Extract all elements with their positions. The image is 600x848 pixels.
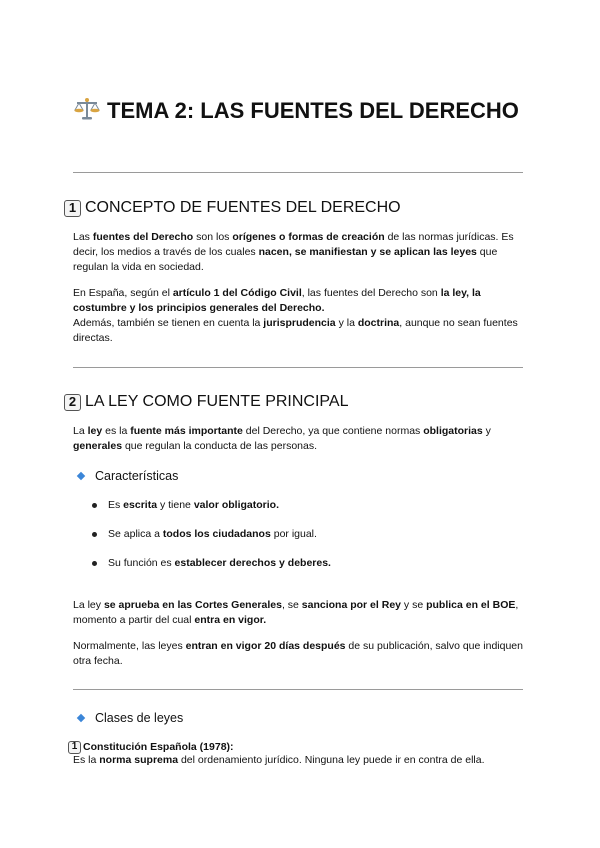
text-run: Además, también se tienen en cuenta la bbox=[73, 317, 264, 329]
text-run: que regulan la vida en sociedad. bbox=[73, 246, 498, 273]
text-run: y bbox=[482, 425, 491, 437]
section-1-paragraph-2 bbox=[73, 286, 523, 316]
clase-1-title: 1 Constitución Española (1978): bbox=[68, 740, 234, 754]
section-2-paragraph-2 bbox=[73, 598, 523, 628]
text-run: Su función es bbox=[108, 557, 175, 569]
bold-text: sanciona por el Rey bbox=[301, 599, 401, 611]
text-run: y se bbox=[401, 599, 427, 611]
page-title: TEMA 2: LAS FUENTES DEL DERECHO bbox=[73, 96, 543, 126]
bold-text: valor obligatorio. bbox=[193, 499, 279, 511]
bold-text: generales bbox=[73, 440, 123, 452]
text-run: Las bbox=[73, 231, 93, 243]
text-run: , momento a partir del cual bbox=[73, 599, 519, 626]
text-run: En España, según el bbox=[73, 287, 173, 299]
text-run: , aunque no sean fuentes directas. bbox=[73, 317, 518, 344]
divider bbox=[73, 367, 523, 368]
text-run: de su publicación, salvo que indiquen otra fecha. bbox=[73, 640, 523, 667]
text-run: del ordenamiento jurídico. Ninguna ley puede ir en contra de ella. bbox=[178, 754, 485, 766]
text-run: Es bbox=[108, 499, 124, 511]
text-run: del Derecho, ya que contiene normas bbox=[242, 425, 424, 437]
text-run: , las fuentes del Derecho son bbox=[301, 287, 441, 299]
text-run: de las normas jurídicas. Es decir, los medios a través de los cuales bbox=[73, 231, 514, 258]
number-badge: 1 bbox=[64, 200, 81, 217]
bold-text: fuentes del Derecho bbox=[92, 231, 194, 243]
bold-text: jurisprudencia bbox=[263, 317, 336, 329]
section-1-paragraph-1 bbox=[73, 230, 523, 275]
bold-text: entra en vigor. bbox=[194, 614, 267, 626]
diamond-bullet-icon bbox=[77, 472, 85, 480]
text-run: que regulan la conducta de las personas. bbox=[122, 440, 317, 452]
bold-text: entran en vigor 20 días después bbox=[185, 640, 346, 652]
bold-text: doctrina bbox=[357, 317, 400, 329]
text-run: y la bbox=[335, 317, 358, 329]
text-run: Se aplica a bbox=[108, 528, 163, 540]
section-1-paragraph-3 bbox=[73, 316, 523, 346]
clases-heading: Clases de leyes bbox=[78, 710, 183, 726]
section-2-heading: 2 LA LEY COMO FUENTE PRINCIPAL bbox=[64, 392, 348, 412]
number-badge: 2 bbox=[64, 394, 81, 411]
bold-text: escrita bbox=[123, 499, 158, 511]
bold-text: se aprueba en las Cortes Generales bbox=[103, 599, 282, 611]
bold-text: todos los ciudadanos bbox=[162, 528, 271, 540]
text-run: por igual. bbox=[270, 528, 317, 540]
bold-text: ley bbox=[87, 425, 103, 437]
bold-text: nacen, se manifiestan y se aplican las leyes bbox=[258, 246, 477, 258]
diamond-bullet-icon bbox=[77, 714, 85, 722]
text-run: son los bbox=[193, 231, 233, 243]
section-2-paragraph-1 bbox=[73, 424, 523, 454]
section-2-paragraph-3 bbox=[73, 639, 523, 669]
section-1-heading: 1 CONCEPTO DE FUENTES DEL DERECHO bbox=[64, 198, 401, 218]
text-run: , se bbox=[281, 599, 302, 611]
bold-text: artículo 1 del Código Civil bbox=[172, 287, 302, 299]
bold-text: fuente más importante bbox=[130, 425, 243, 437]
bold-text: la ley, la costumbre y los principios generales del Derecho. bbox=[73, 287, 481, 314]
bullet-icon bbox=[92, 561, 97, 566]
bold-text: publica en el BOE bbox=[426, 599, 516, 611]
caracteristicas-heading: Características bbox=[78, 468, 178, 484]
clase-1-text bbox=[73, 753, 533, 768]
divider bbox=[73, 172, 523, 173]
balance-scale-icon bbox=[73, 97, 101, 121]
text-run: y tiene bbox=[157, 499, 194, 511]
text-run: La ley bbox=[73, 599, 104, 611]
list-item bbox=[92, 527, 317, 541]
bold-text: obligatorias bbox=[423, 425, 483, 437]
number-badge: 1 bbox=[68, 741, 81, 754]
text-run: Normalmente, las leyes bbox=[73, 640, 186, 652]
divider bbox=[73, 689, 523, 690]
bold-text: norma suprema bbox=[99, 754, 179, 766]
text-run: La bbox=[73, 425, 88, 437]
bullet-icon bbox=[92, 503, 97, 508]
text-run: es la bbox=[102, 425, 131, 437]
bold-text: orígenes o formas de creación bbox=[232, 231, 385, 243]
list-item bbox=[92, 556, 331, 570]
bold-text: establecer derechos y deberes. bbox=[174, 557, 331, 569]
bullet-icon bbox=[92, 532, 97, 537]
list-item bbox=[92, 498, 279, 512]
text-run: Es la bbox=[73, 754, 100, 766]
